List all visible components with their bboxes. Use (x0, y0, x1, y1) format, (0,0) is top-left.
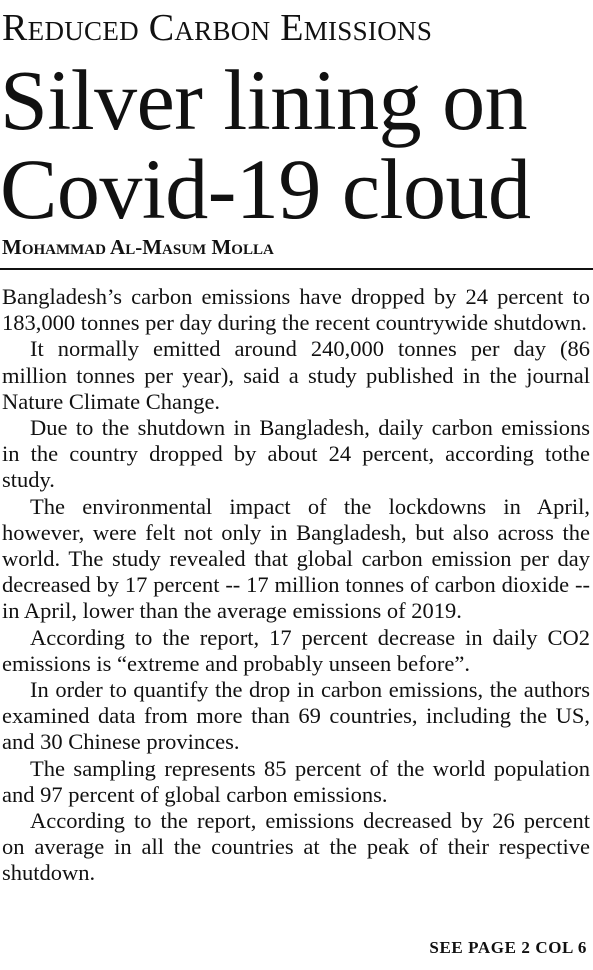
article-body (2, 284, 590, 887)
headline-line-2: Covid-19 cloud (0, 141, 531, 237)
byline-divider (0, 268, 593, 270)
paragraph-1: Bangladesh’s carbon emissions have dropped by 24 percent to 183,000 tonnes per day during the recent countrywide shutdown. (2, 284, 590, 336)
paragraph-2: It normally emitted around 240,000 tonnes per day (86 million tonnes per year), said a study published in the journal Nature Climate Change. (2, 336, 590, 414)
paragraph-3: Due to the shutdown in Bangladesh, daily carbon emissions in the country dropped by about 24 percent, according tothe study. (2, 415, 590, 493)
paragraph-7: The sampling represents 85 percent of the world population and 97 percent of global carbon emissions. (2, 755, 590, 807)
section-kicker: Reduced Carbon Emissions (2, 7, 433, 49)
headline (0, 52, 593, 237)
paragraph-6: In order to quantify the drop in carbon emissions, the authors examined data from more than 69 countries, including the US, and 30 Chinese provinces. (2, 677, 590, 755)
paragraph-5: According to the report, 17 percent decrease in daily CO2 emissions is “extreme and probably unseen before”. (2, 624, 590, 676)
paragraph-8: According to the report, emissions decreased by 26 percent on average in all the countries at the peak of their respective shutdown. (2, 808, 590, 886)
byline: Mohammad Al-Masum Molla (2, 235, 274, 259)
continuation-note: SEE PAGE 2 COL 6 (429, 938, 587, 957)
headline-line-1: Silver lining on (0, 52, 528, 148)
paragraph-4: The environmental impact of the lockdowns in April, however, were felt not only in Bangladesh, but also across the world. The study revealed that global carbon emission per day decreased by 17 percent -- 17 million tonnes of carbon dioxide -- in April, lower than the average emissions of 2019. (2, 493, 590, 624)
